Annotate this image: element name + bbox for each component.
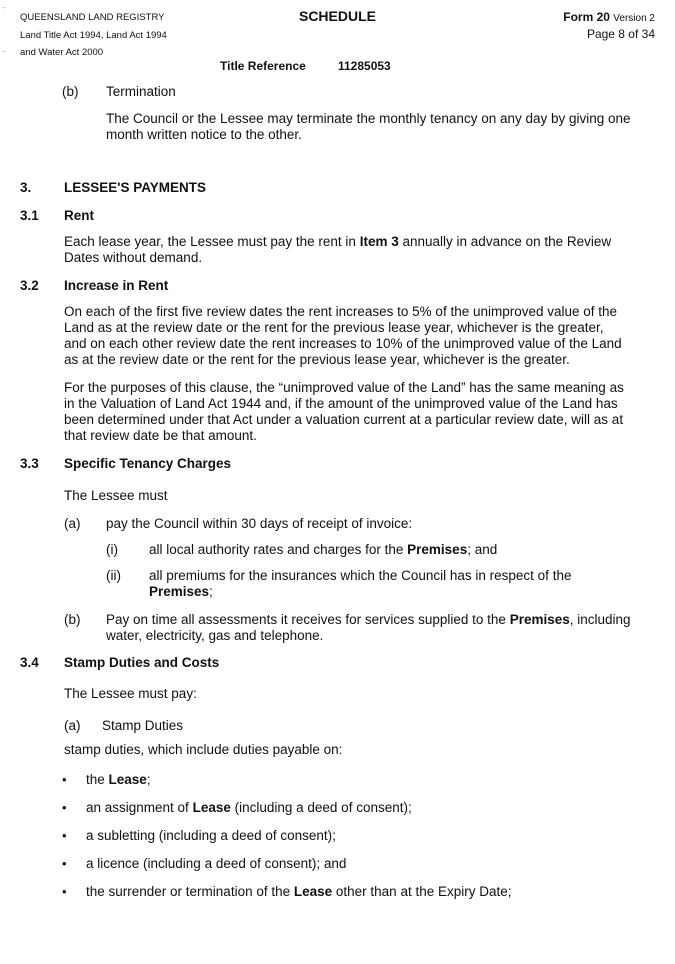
bullet-icon: • bbox=[62, 884, 67, 899]
clause-3-1-text-line2: Dates without demand. bbox=[64, 250, 203, 265]
clause-3-4-a-label: (a) bbox=[64, 718, 81, 733]
premises-term: Premises bbox=[407, 542, 468, 557]
clause-3-2-para1-line3: and on each other review date the rent increases to 10% of the unimproved value of the Land bbox=[64, 336, 622, 351]
clause-3-3-intro: The Lessee must bbox=[64, 488, 168, 503]
bullet-icon: • bbox=[62, 800, 67, 815]
clause-3-3-b-text-line2: water, electricity, gas and telephone. bbox=[106, 628, 324, 643]
margin-mark: - bbox=[3, 3, 6, 12]
clause-3-1-number: 3.1 bbox=[20, 208, 39, 223]
clause-3-1-heading: Rent bbox=[64, 208, 94, 223]
clause-3-3-a-label: (a) bbox=[64, 516, 81, 531]
form-number: Form 20 bbox=[563, 10, 610, 24]
clause-3-2-para1-line4: as at the review date or the rent for the previous lease year, whichever is the greater. bbox=[64, 352, 570, 367]
margin-mark: - bbox=[3, 47, 6, 56]
list-item: a subletting (including a deed of consent); bbox=[86, 828, 336, 843]
page-number: Page 8 of 34 bbox=[586, 27, 655, 41]
bullet-icon: • bbox=[62, 828, 67, 843]
clause-3-3-i-label: (i) bbox=[106, 542, 118, 557]
title-reference-value: 11285053 bbox=[338, 59, 391, 73]
clause-3-2-para1-line1: On each of the first five review dates the rent increases to 5% of the unimproved value of the bbox=[64, 304, 618, 319]
clause-3-4-lead: stamp duties, which include duties payable on: bbox=[64, 742, 343, 757]
clause-3-3-ii-text-line2: Premises; bbox=[149, 584, 213, 599]
clause-3-2-para2-line2: in the Valuation of Land Act 1944 and, if the amount of the unimproved value of the Land has bbox=[64, 396, 618, 411]
section-3-heading: LESSEE'S PAYMENTS bbox=[64, 180, 207, 195]
acts-line-2: and Water Act 2000 bbox=[20, 47, 104, 58]
clause-3-2-para1-line2: Land as at the review date or the rent for the previous lease year, whichever is the greater, bbox=[64, 320, 604, 335]
registry-name: QUEENSLAND LAND REGISTRY bbox=[20, 12, 165, 23]
form-version: Version 2 bbox=[613, 13, 655, 24]
list-item: the Lease; bbox=[86, 772, 151, 787]
clause-3-2-para2-line1: For the purposes of this clause, the “unimproved value of the Land” has the same meaning as bbox=[64, 380, 624, 395]
premises-term: Premises bbox=[149, 584, 210, 599]
form-label bbox=[563, 10, 655, 24]
clause-3-2-para2-line3: been determined under that Act under a valuation current at a particular review date, will as at bbox=[64, 412, 624, 427]
clause-3-3-ii-text: all premiums for the insurances which the Council has in respect of the bbox=[149, 568, 572, 583]
clause-3-4-heading: Stamp Duties and Costs bbox=[64, 655, 220, 670]
clause-3-4-number: 3.4 bbox=[20, 655, 39, 670]
clause-3-3-number: 3.3 bbox=[20, 456, 39, 471]
clause-3-3-heading: Specific Tenancy Charges bbox=[64, 456, 232, 471]
termination-heading: Termination bbox=[106, 84, 176, 99]
item-3-ref: Item 3 bbox=[359, 234, 399, 249]
clause-3-3-ii-label: (ii) bbox=[106, 568, 121, 583]
title-reference-label: Title Reference bbox=[220, 59, 306, 73]
clause-3-2-number: 3.2 bbox=[20, 278, 39, 293]
premises-term: Premises bbox=[509, 612, 570, 627]
clause-3-3-a-text: pay the Council within 30 days of receipt of invoice: bbox=[106, 516, 413, 531]
schedule-title: SCHEDULE bbox=[298, 8, 376, 24]
clause-3-3-b-label: (b) bbox=[64, 612, 81, 627]
bullet-icon: • bbox=[62, 856, 67, 871]
termination-text-line1: The Council or the Lessee may terminate the monthly tenancy on any day by giving one bbox=[106, 111, 631, 126]
bullet-icon: • bbox=[62, 772, 67, 787]
list-item: the surrender or termination of the Lease other than at the Expiry Date; bbox=[86, 884, 512, 899]
list-item: an assignment of Lease (including a deed of consent); bbox=[86, 800, 412, 815]
section-3-number: 3. bbox=[20, 180, 32, 195]
termination-label: (b) bbox=[62, 84, 79, 99]
clause-3-3-i-text: all local authority rates and charges for the Premises; and bbox=[149, 542, 498, 557]
acts-line-1: Land Title Act 1994, Land Act 1994 bbox=[20, 30, 167, 41]
clause-3-2-para2-line4: that review date be that amount. bbox=[64, 428, 257, 443]
clause-3-3-b-text: Pay on time all assessments it receives for services supplied to the Premises, including bbox=[106, 612, 631, 627]
clause-3-1-text-line1: Each lease year, the Lessee must pay the rent in Item 3 annually in advance on the Review bbox=[64, 234, 612, 249]
clause-3-4-a-heading: Stamp Duties bbox=[102, 718, 184, 733]
termination-text-line2: month written notice to the other. bbox=[106, 127, 302, 142]
list-item: a licence (including a deed of consent); and bbox=[86, 856, 347, 871]
clause-3-2-heading: Increase in Rent bbox=[64, 278, 169, 293]
clause-3-4-intro: The Lessee must pay: bbox=[64, 686, 197, 701]
